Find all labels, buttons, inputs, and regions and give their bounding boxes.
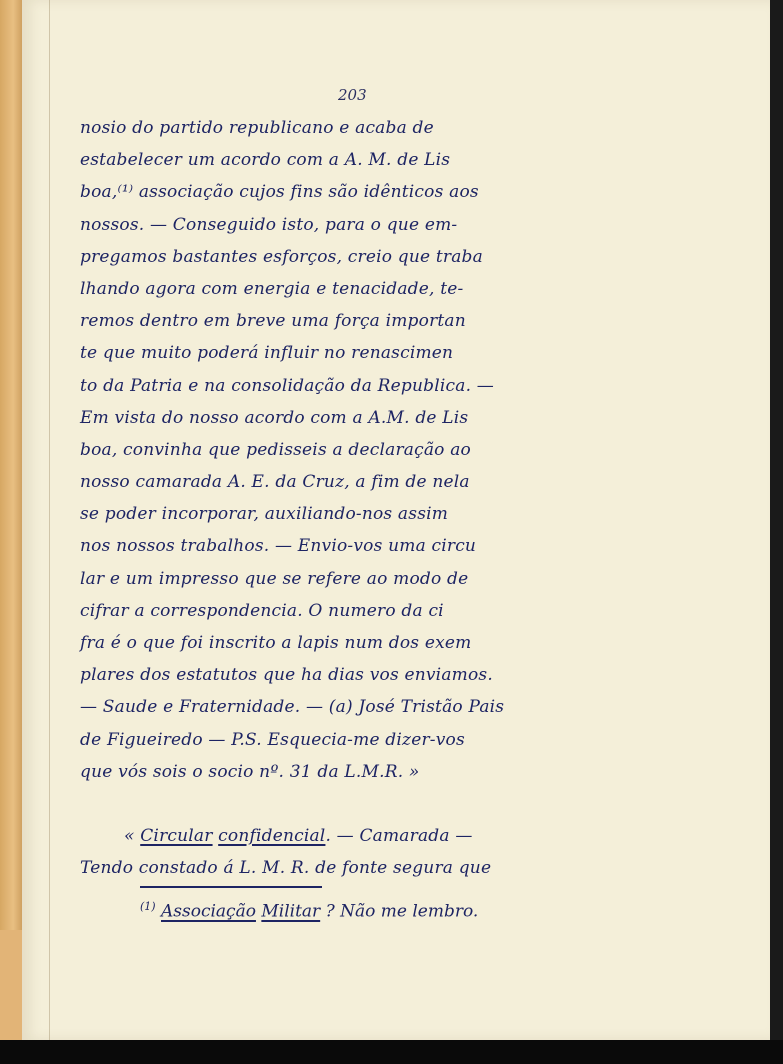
footnote-rest: ? Não me lembro. — [320, 901, 479, 922]
handwritten-body — [80, 112, 610, 884]
circular-line: Tendo constado á L. M. R. de fonte segura que — [80, 858, 492, 879]
body-line: Em vista do nosso acordo com a A.M. de Lis — [80, 407, 469, 428]
footnote-word-underlined: Associação — [161, 901, 256, 922]
body-line: nos nossos trabalhos. — Envio-vos uma circu — [80, 536, 477, 557]
body-line: que vós sois o socio nº. 31 da L.M.R. » — [80, 761, 420, 782]
body-line: boa,⁽¹⁾ associação cujos fins são idênticos aos — [80, 182, 479, 203]
body-line: nosio do partido republicano e acaba de — [80, 118, 434, 138]
page-fold — [49, 0, 50, 1040]
page-number: 203 — [338, 86, 367, 104]
book-spine — [0, 0, 24, 1040]
body-line: — Saude e Fraternidade. — (a) José Tristão Pais — [80, 697, 505, 718]
body-line: nossos. — Conseguido isto, para o que em- — [80, 214, 458, 235]
body-line: pregamos bastantes esforços, creio que traba — [80, 246, 483, 267]
book-spine-edge — [0, 930, 24, 1040]
body-line: de Figueiredo — P.S. Esquecia-me dizer-vos — [80, 729, 465, 750]
footnote-marker: (1) — [140, 900, 156, 913]
body-line: plares dos estatutos que ha dias vos enviamos. — [80, 665, 493, 686]
body-line: nosso camarada A. E. da Cruz, a fim de nela — [80, 472, 470, 493]
paragraph-gap — [80, 788, 610, 820]
body-line: to da Patria e na consolidação da Republica. — — [80, 375, 494, 396]
footnote-divider — [140, 886, 322, 888]
circular-heading-rest: . — Camarada — — [325, 825, 473, 846]
circular-heading — [80, 820, 610, 852]
circular-word-underlined: Circular — [140, 825, 213, 846]
body-line: cifrar a correspondencia. O numero da ci — [80, 600, 444, 621]
body-line: lar e um impresso que se refere ao modo de — [80, 568, 469, 589]
body-line: boa, convinha que pedisseis a declaração ao — [80, 439, 471, 460]
body-line: te que muito poderá influir no renascimen — [80, 343, 454, 364]
body-line: fra é o que foi inscrito a lapis num dos exem — [80, 633, 472, 653]
confidencial-word-underlined: confidencial — [218, 825, 326, 846]
body-line: se poder incorporar, auxiliando-nos assim — [80, 504, 449, 525]
circular-open-quote: « — [124, 825, 141, 846]
body-line: lhando agora com energia e tenacidade, te- — [80, 278, 464, 299]
body-line: remos dentro em breve uma força importan — [80, 311, 466, 332]
body-line: estabelecer um acordo com a A. M. de Lis — [80, 150, 451, 171]
footnote-word-underlined: Militar — [261, 901, 321, 922]
page-right-edge — [770, 0, 783, 1040]
footnote — [140, 900, 610, 922]
